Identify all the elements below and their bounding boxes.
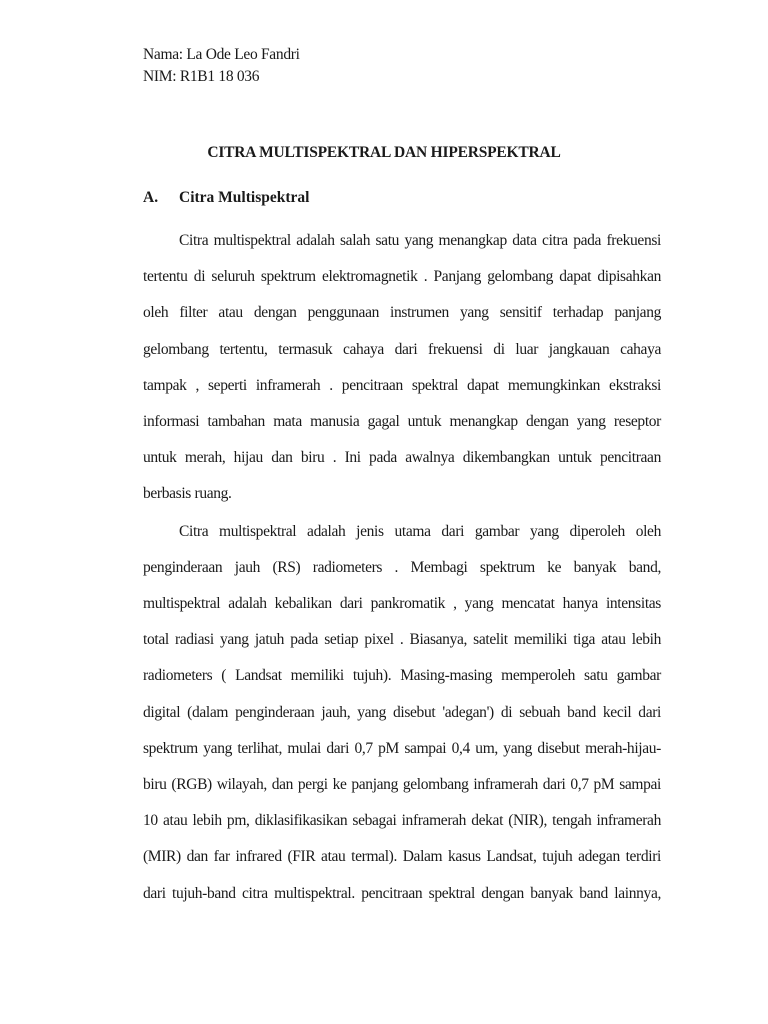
author-name: Nama: La Ode Leo Fandri [143, 46, 300, 63]
section-title: Citra Multispektral [179, 189, 310, 206]
paragraph-line: radiometers ( Landsat memiliki tujuh). Masing-masing memperoleh satu gambar [143, 667, 661, 685]
paragraph-line: gelombang tertentu, termasuk cahaya dari frekuensi di luar jangkauan cahaya [143, 340, 661, 358]
paragraph-line: (MIR) dan far infrared (FIR atau termal). Dalam kasus Landsat, tujuh adegan terdiri [143, 848, 661, 866]
author-nim: NIM: R1B1 18 036 [143, 68, 260, 85]
paragraph-line: tampak , seperti inframerah . pencitraan spektral dapat memungkinkan ekstraksi [143, 376, 661, 394]
paragraph-line: Citra multispektral adalah jenis utama dari gambar yang diperoleh oleh [179, 522, 661, 540]
paragraph-line: 10 atau lebih pm, diklasifikasikan sebagai inframerah dekat (NIR), tengah inframerah [143, 812, 661, 830]
body-text [143, 223, 661, 913]
section-heading [143, 189, 309, 207]
paragraph-line: spektrum yang terlihat, mulai dari 0,7 pM sampai 0,4 um, yang disebut merah-hijau- [143, 739, 661, 757]
paragraph-line: penginderaan jauh (RS) radiometers . Membagi spektrum ke banyak band, [143, 558, 661, 576]
paragraph-line: multispektral adalah kebalikan dari pankromatik , yang mencatat hanya intensitas [143, 595, 661, 613]
paragraph-line: dari tujuh-band citra multispektral. pencitraan spektral dengan banyak band lainnya, [143, 884, 661, 902]
section-letter: A. [143, 189, 159, 206]
paragraph-line: tertentu di seluruh spektrum elektromagnetik . Panjang gelombang dapat dipisahkan [143, 268, 661, 286]
document-title: CITRA MULTISPEKTRAL DAN HIPERSPEKTRAL [207, 144, 561, 161]
paragraph-line: informasi tambahan mata manusia gagal untuk menangkap dengan yang reseptor [143, 413, 661, 431]
paragraph-line: untuk merah, hijau dan biru . Ini pada awalnya dikembangkan untuk pencitraan [143, 449, 661, 467]
paragraph-line: total radiasi yang jatuh pada setiap pixel . Biasanya, satelit memiliki tiga atau lebih [143, 631, 661, 649]
paragraph-line: Citra multispektral adalah salah satu yang menangkap data citra pada frekuensi [179, 232, 661, 249]
paragraph-line: oleh filter atau dengan penggunaan instrumen yang sensitif terhadap panjang [143, 304, 661, 322]
paragraph-line: berbasis ruang. [143, 485, 232, 503]
paragraph-line: digital (dalam penginderaan jauh, yang disebut 'adegan') di sebuah band kecil dari [143, 703, 661, 721]
author-header [143, 44, 300, 88]
paragraph [143, 223, 661, 513]
paragraph [143, 514, 661, 912]
paragraph-line: biru (RGB) wilayah, dan pergi ke panjang gelombang inframerah dari 0,7 pM sampai [143, 776, 661, 794]
